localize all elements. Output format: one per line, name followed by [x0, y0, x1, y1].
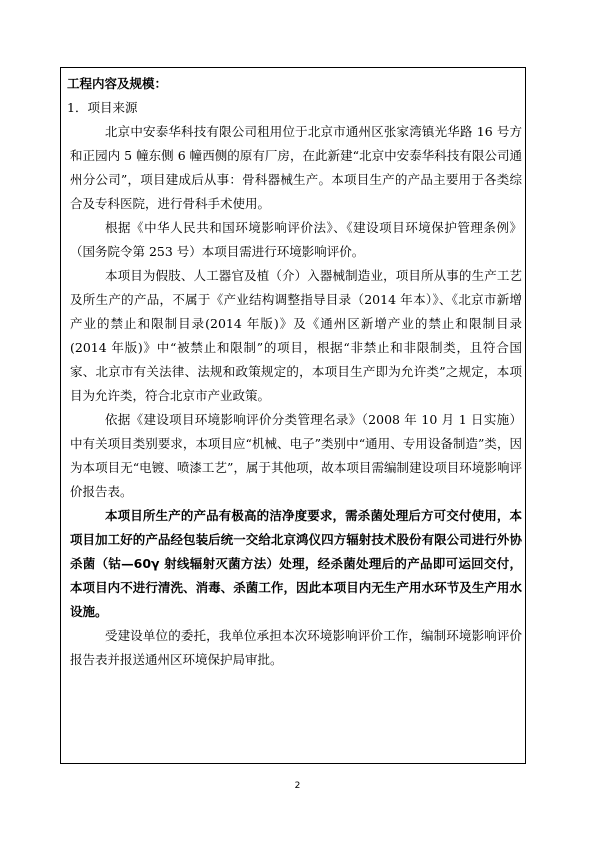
paragraph-sterilization: 本项目所生产的产品有极高的洁净度要求，需杀菌处理后方可交付使用，本项目加工好的产品经包装后统一交给北京鸿仪四方辐射技术股份有限公司进行外协杀菌（钴—60γ 射线辐射灭菌方法）处理，经杀菌处理后的产品即可运回交付，本项目内不进行清洗、消毒、杀菌工作，因此本项目内无生产用水环节及生产用水设施。: [70, 508, 522, 619]
paragraph-legal-basis: 根据《中华人民共和国环境影响评价法》、《建设项目环境保护管理条例》（国务院令第 253 号）本项目需进行环境影响评价。: [70, 220, 522, 259]
page-number: 2: [294, 781, 301, 791]
paragraph-industry-policy: 本项目为假肢、人工器官及植（介）入器械制造业，项目所从事的生产工艺及所生产的产品，不属于《产业结构调整指导目录（2014 年本）》、《北京市新增产业的禁止和限制目录(2014 年版)》及《通州区新增产业的禁止和限制目录(2014 年版)》中“被禁止和限制”的项目，根据“非禁止和非限制类，且符合国家、北京市有关法律、法规和政策规定的，本项目生产即为允许类”之规定，本项目为允许类，符合北京市产业政策。: [70, 268, 522, 403]
subsection-title: 1．项目来源: [67, 100, 138, 115]
paragraph-classification: 依据《建设项目环境影响评价分类管理名录》（2008 年 10 月 1 日实施）中有关项目类别要求，本项目应“机械、电子”类别中“通用、专用设备制造”类，因为本项目无“电镀、喷漆工艺”，属于其他项，故本项目需编制建设项目环境影响评价报告表。: [70, 412, 522, 499]
paragraph-project-origin: 北京中安泰华科技有限公司租用位于北京市通州区张家湾镇光华路 16 号方和正园内 5 幢东侧 6 幢西侧的原有厂房，在此新建“北京中安泰华科技有限公司通州分公司”，项目建成后从事：骨科器械生产。本项目生产的产品主要用于各类综合及专科医院，进行骨科手术使用。: [70, 124, 522, 211]
body-text: [70, 120, 522, 672]
paragraph-commission: 受建设单位的委托，我单位承担本次环境影响评价工作，编制环境影响评价报告表并报送通州区环境保护局审批。: [70, 628, 522, 667]
section-title: 工程内容及规模：: [67, 76, 168, 91]
